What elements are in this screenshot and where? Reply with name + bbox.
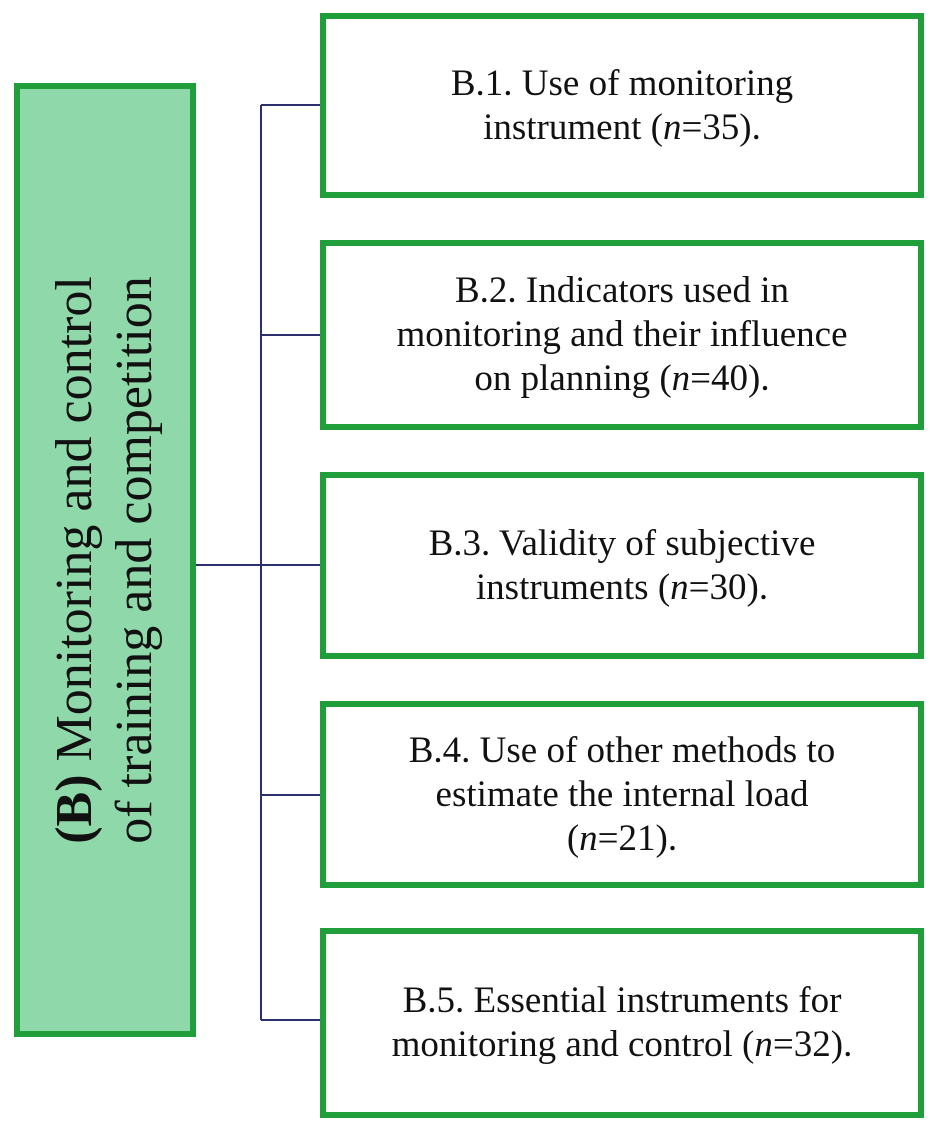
root-title-line-1: Monitoring and control bbox=[46, 276, 103, 762]
child-b3-text: B.3. Validity of subjective instruments ( bbox=[428, 522, 816, 608]
child-b3-n: n bbox=[670, 566, 689, 608]
child-label-b2 bbox=[396, 269, 847, 401]
child-b2-n: n bbox=[671, 358, 691, 399]
child-b5-count: =32). bbox=[772, 1024, 853, 1065]
child-node-b4 bbox=[320, 701, 924, 888]
root-code: (B) bbox=[46, 774, 103, 844]
child-b3-count: =30). bbox=[688, 566, 769, 608]
child-node-b2 bbox=[320, 240, 924, 430]
child-label-b4 bbox=[409, 729, 835, 861]
child-b4-n: n bbox=[579, 817, 598, 859]
child-b4-text: B.4. Use of other methods to estimate the internal load ( bbox=[408, 729, 836, 859]
child-b2-text: B.2. Indicators used in monitoring and their influence on planning ( bbox=[396, 270, 848, 399]
child-b5-n: n bbox=[754, 1024, 773, 1065]
child-label-b3 bbox=[429, 522, 816, 610]
child-b1-count: =35). bbox=[681, 106, 761, 148]
child-node-b3 bbox=[320, 472, 924, 659]
child-label-b1 bbox=[451, 62, 793, 150]
child-node-b1 bbox=[320, 13, 924, 198]
child-label-b5 bbox=[392, 979, 853, 1067]
child-b1-text: B.1. Use of monitoring instrument ( bbox=[450, 62, 794, 148]
child-node-b5 bbox=[320, 928, 924, 1118]
child-b1-n: n bbox=[662, 106, 682, 148]
root-title-line-2: of training and competition bbox=[106, 276, 163, 844]
child-b5-text: B.5. Essential instruments for monitoring and control ( bbox=[391, 980, 842, 1065]
child-b4-count: =21). bbox=[597, 817, 678, 859]
child-b2-count: =40). bbox=[690, 358, 770, 399]
